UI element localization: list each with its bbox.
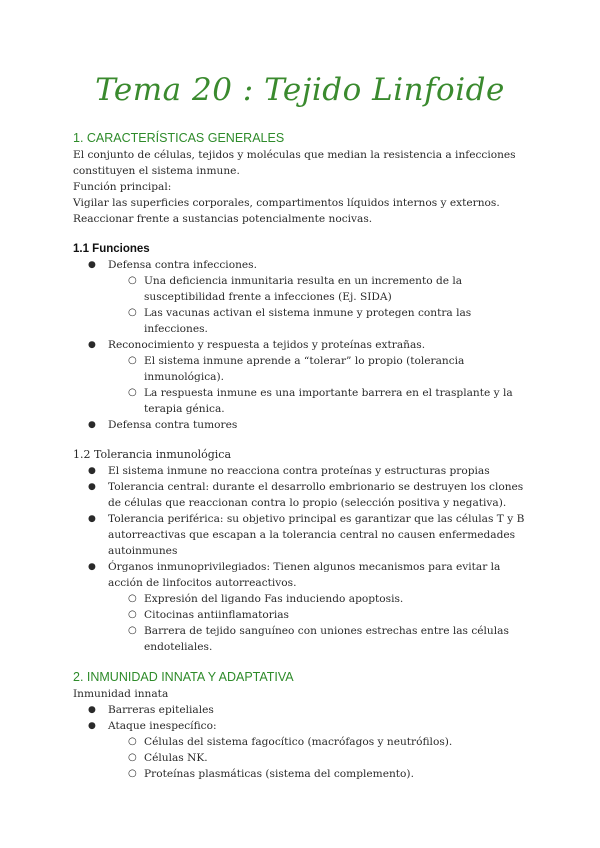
list-subitem: ○ Las vacunas activan el sistema inmune y protegen contra las infecciones. <box>73 305 533 337</box>
list-subitem: ○ El sistema inmune aprende a “tolerar” lo propio (tolerancia inmunológica). <box>73 353 533 385</box>
list-subitem: ○ Proteínas plasmáticas (sistema del complemento). <box>73 766 533 782</box>
list-subitem: ○ Una deficiencia inmunitaria resulta en un incremento de la susceptibilidad frente a infecciones (Ej. SIDA) <box>73 273 533 305</box>
document-body <box>73 130 533 782</box>
tolerance-list <box>73 463 533 655</box>
list-item: ● Órganos inmunoprivilegiados: Tienen algunos mecanismos para evitar la acción de linfocitos autorreactivos. <box>73 559 533 591</box>
list-item: ● Ataque inespecífico: <box>73 718 533 734</box>
function-label: Función principal: <box>73 181 172 193</box>
section-1-2-heading: 1.2 Tolerancia inmunológica <box>73 448 232 461</box>
list-subitem: ○ La respuesta inmune es una importante barrera en el trasplante y la terapia génica. <box>73 385 533 417</box>
list-subitem: ○ Citocinas antiinflamatorias <box>73 607 533 623</box>
list-item: ● El sistema inmune no reacciona contra proteínas y estructuras propias <box>73 463 533 479</box>
section-1-heading: 1. CARACTERÍSTICAS GENERALES <box>73 131 285 145</box>
function-line-1: Vigilar las superficies corporales, compartimentos líquidos internos y externos. <box>73 197 500 209</box>
list-item: ● Reconocimiento y respuesta a tejidos y proteínas extrañas. <box>73 337 533 353</box>
list-item: ● Barreras epiteliales <box>73 702 533 718</box>
function-line-2: Reaccionar frente a sustancias potencialmente nocivas. <box>73 213 373 225</box>
section-2-heading: 2. INMUNIDAD INNATA Y ADAPTATIVA <box>73 670 294 684</box>
list-item: ● Defensa contra infecciones. <box>73 257 533 273</box>
list-subitem: ○ Células del sistema fagocítico (macrófagos y neutrófilos). <box>73 734 533 750</box>
innate-list <box>73 702 533 782</box>
list-item: ● Defensa contra tumores <box>73 417 533 433</box>
list-subitem: ○ Expresión del ligando Fas induciendo apoptosis. <box>73 591 533 607</box>
functions-list <box>73 257 533 433</box>
section-1-intro: El conjunto de células, tejidos y moléculas que median la resistencia a infecciones constituyen el sistema inmune. <box>73 149 516 177</box>
list-item: ● Tolerancia central: durante el desarrollo embrionario se destruyen los clones de células que reaccionan contra lo propio (selección positiva y negativa). <box>73 479 533 511</box>
list-subitem: ○ Células NK. <box>73 750 533 766</box>
list-subitem: ○ Barrera de tejido sanguíneo con uniones estrechas entre las células endoteliales. <box>73 623 533 655</box>
list-item: ● Tolerancia periférica: su objetivo principal es garantizar que las células T y B autorreactivas que escapan a la tolerancia central no causen enfermedades autoinmunes <box>73 511 533 559</box>
section-1-1-heading: 1.1 Funciones <box>73 243 150 255</box>
page-title: Tema 20 : Tejido Linfoide <box>95 72 505 108</box>
innate-immunity-label: Inmunidad innata <box>73 688 169 700</box>
